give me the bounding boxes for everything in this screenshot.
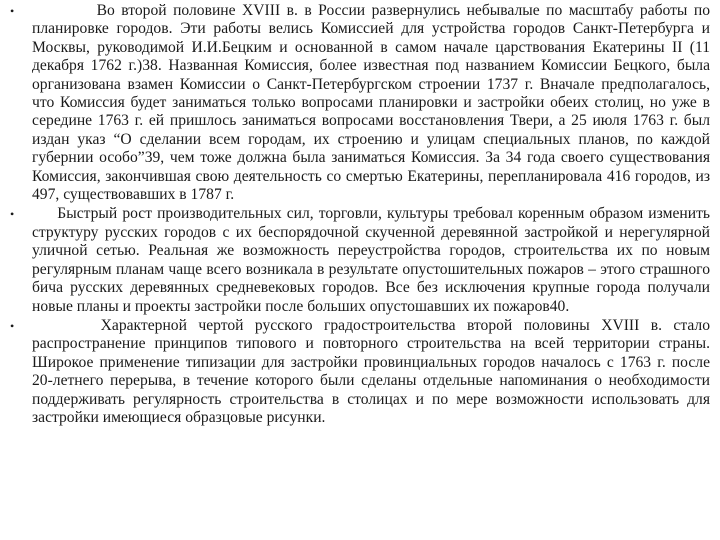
paragraph-indent	[32, 317, 101, 334]
paragraph-body: Быстрый рост производительных сил, торговли, культуры требовал коренным образом изменить структуру русских городов с их беспорядочной скученной деревянной застройкой и нерегулярной уличной сетью. Реальная же возможность переустройства городов, строительства их по новым регулярным планам чаще всего возникала в результате опустошительных пожаров – этого страшного бича русских деревянных средневековых городов. Все без исключения крупные города получали новые планы и проекты застройки после больших опустошавших их пожаров40.	[32, 205, 710, 315]
bullet-paragraph-2	[8, 205, 710, 315]
paragraph-text	[32, 205, 710, 315]
paragraph-text	[32, 317, 710, 427]
bullet-dot-icon: •	[10, 318, 15, 333]
paragraph-indent	[32, 205, 57, 222]
bullet-list	[8, 0, 710, 427]
bullet-dot-icon: •	[10, 207, 15, 222]
paragraph-text	[32, 2, 710, 204]
paragraph-body: Характерной чертой русского градостроительства второй половины XVIII в. стало распространение принципов типового и повторного строительства на всей территории страны. Широкое применение типизации для застройки провинциальных городов началось с 1763 г. после 20-летнего перерыва, в течение которого были сделаны отдельные напоминания о необходимости поддерживать регулярность строительства в столицах и по мере возможности использовать для застройки имеющиеся образцовые рисунки.	[32, 316, 710, 426]
bullet-paragraph-3	[8, 317, 710, 427]
bullet-dot-icon: •	[10, 4, 15, 18]
bullet-paragraph-1	[8, 0, 710, 204]
paragraph-body: Во второй половине XVIII в. в России развернулись небывалые по масштабу работы по планировке городов. Эти работы велись Комиссией для устройства городов Санкт-Петербурга и Москвы, руководимой И.И.Бецким и основанной в самом начале царствования Екатерины II (11 декабря 1762 г.)38. Названная Комиссия, более известная под названием Комиссии Бецкого, была организована взамен Комиссии о Санкт-Петербургском строении 1737 г. Вначале предполагалось, что Комиссия будет заниматься только вопросами планировки и застройки обеих столиц, но уже в середине 1763 г. ей пришлось заниматься вопросами восстановления Твери, а 25 июля 1763 г. был издан указ “О сделании всем городам, их строению и улицам специальных планов, по каждой губернии особо”39, чем тоже должна была заниматься Комиссия. За 34 года своего существования Комиссия, закончившая свою деятельность со смертью Екатерины, перепланировала 416 городов, из 497, существовавших в 1787 г.	[32, 2, 710, 204]
paragraph-indent	[32, 2, 97, 19]
